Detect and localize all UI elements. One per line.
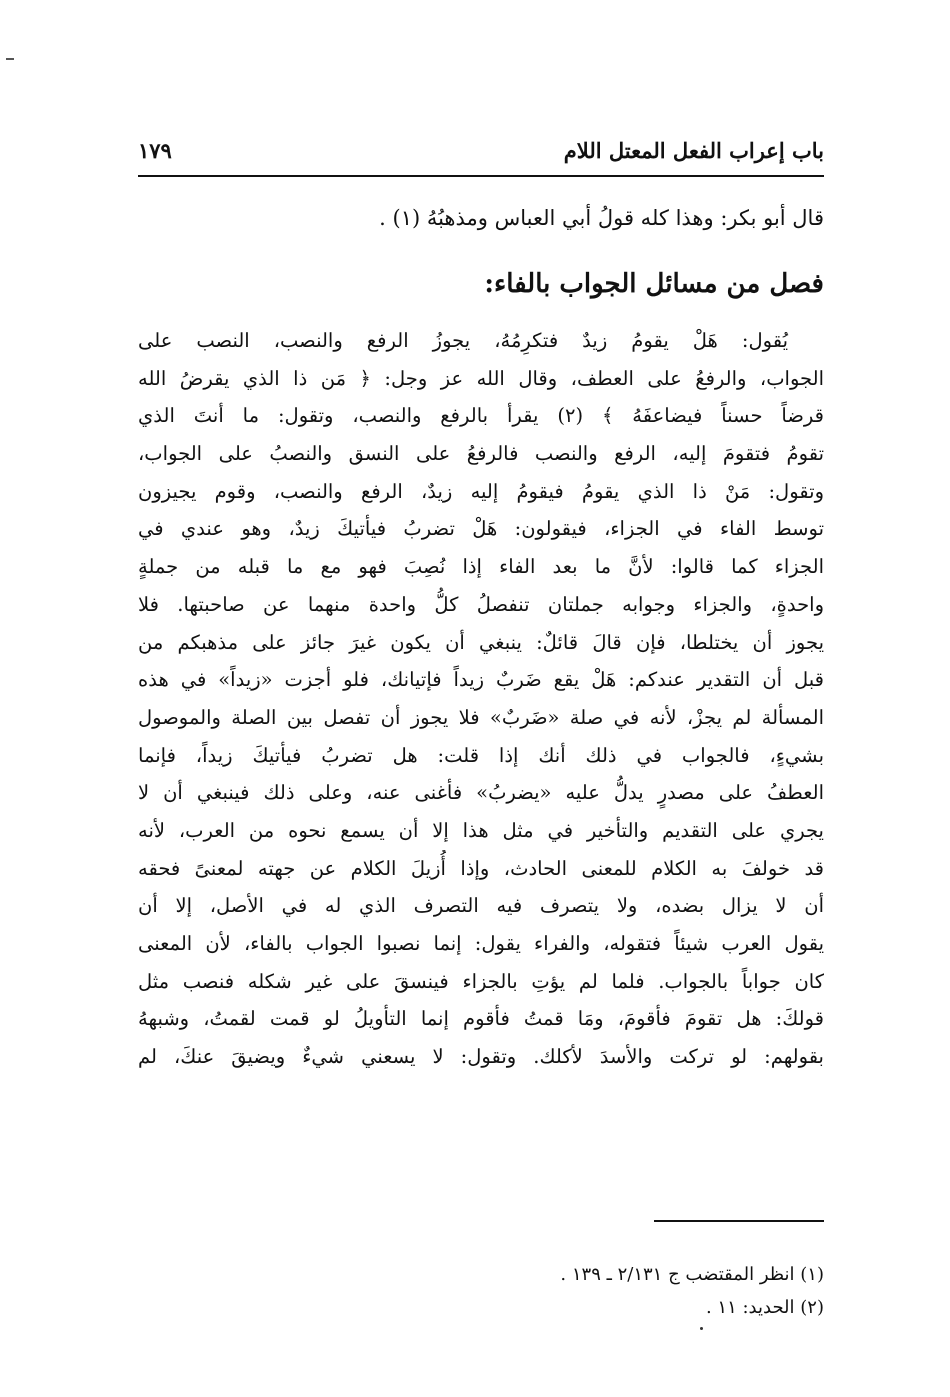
body-line: الجواب، والرفعُ على العطف، وقال الله عز وجل: ﴿ مَن ذا الذي يقرضُ الله xyxy=(138,366,824,390)
body-line: يقول العرب شيئاً فتقوله، والفراء يقول: إنما نصبوا الجواب بالفاء، لأن المعنى xyxy=(138,932,824,955)
footnote-rule xyxy=(654,1220,824,1222)
body-line: كان جواباً بالجواب. فلما لم يؤتِ بالجزاء فينسقَ على غير شكله فنصب مثل xyxy=(138,969,824,993)
body-line: قرضاً حسناً فيضاعفَهُ ﴾ (٢) يقرأ بالرفع والنصب، وتقول: ما أنتَ الذي xyxy=(138,404,824,428)
scan-speck xyxy=(700,1327,703,1330)
page-header xyxy=(138,136,824,172)
body-line: تقومُ فتقومَ إليه، الرفع والنصب فالرفعُ على النسق والنصبُ على الجواب، xyxy=(138,442,824,466)
body-line: أن لا يزال بضده، ولا يتصرف فيه التصرف الذي له في الأصل، إلا أن xyxy=(138,894,824,918)
body-line: يجوز أن يختلطا، فإن قالَ قائلٌ: ينبغي أن يكون غيرَ جائز على مذهبكم من xyxy=(138,630,824,654)
body-line: قبل أن التقدير عندكم: هَلْ يقع ضَربٌ زيداً فإتيانك، فلو أجزت «زيداً» في هذه xyxy=(138,668,824,692)
body-line: توسط الفاء في الجزاء، فيقولون: هَلْ تضربُ فيأتيكَ زيدٌ، وهو عندي في xyxy=(138,517,824,541)
body-line: العطفُ على مصدرٍ يدلُّ عليه «يضربُ» فأغنى عنه، وعلى ذلك فينبغي أن لا xyxy=(138,781,824,805)
body-line: يُقول: هَلْ يقومُ زيدٌ فتكرِمُهُ، يجوزُ الرفع والنصب، النصب على xyxy=(138,329,788,352)
body-line: قد خولفَ به الكلام للمعنى الحادث، وإذا أُزيلَ الكلام عن جهته لمعنىً فحقه xyxy=(138,856,824,880)
running-title: باب إعراب الفعل المعتل اللام xyxy=(563,138,824,163)
body-line: المسألة لم يجزْ، لأنه في صلة «ضَربٌ» فلا يجوز أن تفصل بين الصلة والموصول xyxy=(138,705,824,729)
footnote-2: (٢) الحديد: ١١ . xyxy=(705,1297,824,1318)
body-text xyxy=(138,322,824,1076)
header-rule xyxy=(138,175,824,177)
body-line: بقولهم: لو تركت والأسدَ لأكلك. وتقول: لا يسعني شيءٌ ويضيقَ عنكَ، لم xyxy=(138,1045,824,1069)
footnotes xyxy=(560,1258,824,1324)
scan-mark xyxy=(6,58,14,60)
body-line: قولكَ: هل تقومَ فأقومَ، ومَا قمتُ فأقوم إنما التأويلُ لو قمت لقمتُ، وشبههُ xyxy=(138,1007,824,1031)
body-line: واحدةٍ، والجزاء وجوابه جملتان تنفصلُ كلُّ واحدة منهما عن صاحبتها. فلا xyxy=(138,592,824,616)
body-line: الجزاء كما قالوا: لأنَّ ما بعد الفاء إذا نُصِبَ فهو مع ما قبله من جملةٍ xyxy=(138,555,824,579)
body-line: وتقول: مَنْ ذا الذي يقومُ فيقومُ إليه زيدٌ، الرفع والنصب، وقوم يجيزون xyxy=(138,479,824,503)
opening-line: قال أبو بكر: وهذا كله قولُ أبي العباس ومذهبُهُ (١) . xyxy=(379,206,824,230)
page-number: ١٧٩ xyxy=(138,138,172,163)
body-line: يجري على التقديم والتأخير في مثل هذا إلا أن يسمع نحوه من العرب، لأنه xyxy=(138,818,824,842)
footnote-1: (١) انظر المقتضب ج ٢/١٣١ ـ ١٣٩ . xyxy=(560,1264,824,1285)
body-line: بشيءٍ، فالجواب في ذلك أنك إذا قلت: هل تضربُ فيأتيكَ زيداً، فإنما xyxy=(138,743,824,767)
section-heading: فصل من مسائل الجواب بالفاء: xyxy=(484,269,824,299)
